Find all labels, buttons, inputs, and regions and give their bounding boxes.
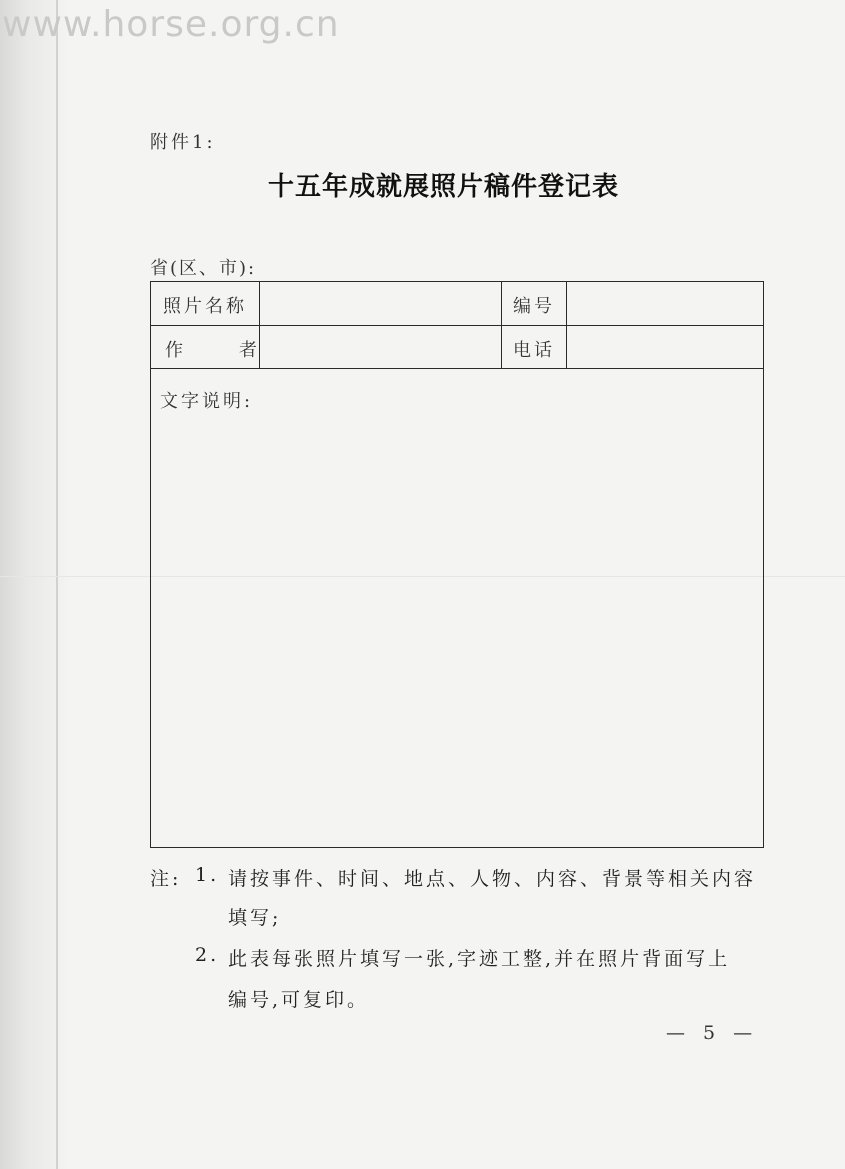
note-1-line-1: 请按事件、时间、地点、人物、内容、背景等相关内容: [228, 868, 757, 890]
page-number: — 5 —: [666, 1022, 759, 1044]
form-row-divider: [151, 325, 763, 326]
photo-name-label: 照片名称: [163, 296, 247, 317]
note-1-line-2: 填写;: [228, 907, 282, 929]
number-field[interactable]: [579, 292, 754, 316]
description-label: 文字说明:: [160, 391, 254, 412]
photo-name-field[interactable]: [273, 292, 493, 316]
scan-shadow: [0, 0, 70, 1169]
form-row-divider: [151, 368, 763, 369]
note-2-number: 2.: [195, 944, 220, 966]
number-label: 编号: [513, 296, 555, 317]
form-column-divider: [501, 282, 502, 369]
note-2-line-2: 编号,可复印。: [228, 989, 370, 1011]
description-field[interactable]: [161, 418, 751, 838]
author-field[interactable]: [273, 335, 493, 359]
notes-prefix: 注:: [150, 868, 182, 890]
phone-field[interactable]: [579, 335, 754, 359]
note-2-line-1: 此表每张照片填写一张,字迹工整,并在照片背面写上: [228, 948, 731, 970]
watermark: www.horse.org.cn: [2, 4, 340, 45]
registration-form: [150, 281, 764, 848]
form-column-divider: [566, 282, 567, 369]
note-1-number: 1.: [195, 864, 220, 886]
form-column-divider: [259, 282, 260, 369]
attachment-label: 附件1:: [150, 132, 216, 153]
author-label-char: 作: [165, 340, 183, 361]
region-label: 省(区、市):: [150, 258, 257, 279]
scan-fold-line: [56, 0, 58, 1169]
author-label-char: 者: [239, 340, 257, 361]
phone-label: 电话: [513, 340, 555, 361]
page-title: 十五年成就展照片稿件登记表: [268, 172, 620, 202]
author-label: [165, 336, 257, 362]
